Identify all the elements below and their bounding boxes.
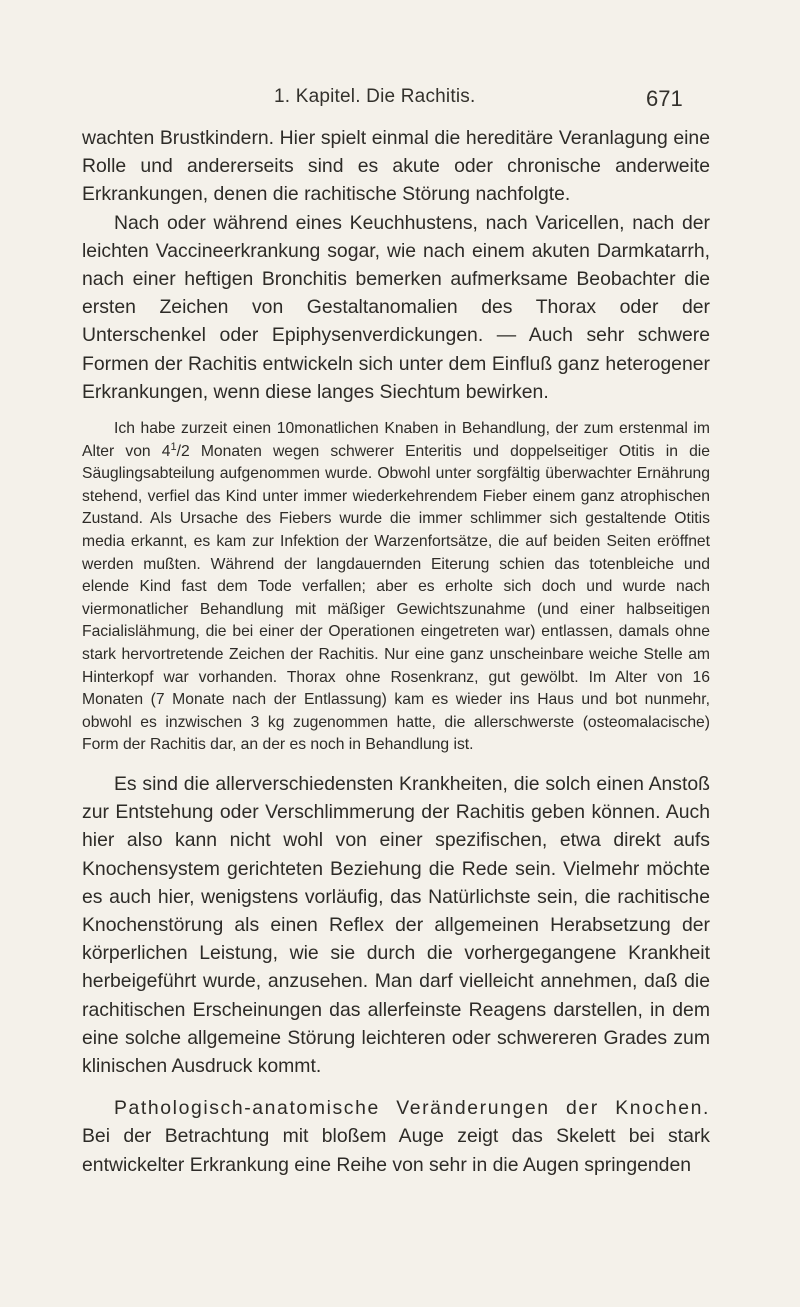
case-report-start: Ich habe zurzeit einen 10monatlichen Knaben in Behandlung, der zum erstenmal im Alter von 4 bbox=[82, 420, 710, 460]
case-report-rest: Monaten wegen schwerer Enteritis und doppelseitiger Otitis in die Säuglingsabteilung aufgenommen wurde. Obwohl unter sorgfältig überwachter Ernährung stehend, verfiel das Kind unter immer wiederkehrendem Fieber einem ganz atrophischen Zustand. Als Ursache des Fiebers wurde die immer schlimmer sich gestaltende Otitis media erkannt, es kam zur Infektion der Warzenfortsätze, die auf beiden Seiten eröffnet werden mußten. Während der langdauernden Eiterung schien das totenbleiche und elende Kind fast dem Tode verfallen; aber es erholte sich doch und wurde nach viermonatlicher Behandlung mit mäßiger Gewichtszunahme (und einer halbseitigen Facialislähmung, die bei einer der Operationen eingetreten war) entlassen, damals ohne stark hervortretende Zeichen der Rachitis. Nur eine ganz unscheinbare weiche Stelle am Hinterkopf war vorhanden. Thorax ohne Rosenkranz, gut gewölbt. Im Alter von 16 Monaten (7 Monate nach der Entlassung) kam es wieder ins Haus und bot nunmehr, obwohl es inzwischen 3 kg zugenommen hatte, die allerschwerste (osteomalacische) Form der Rachitis dar, an der es noch in Behandlung ist. bbox=[82, 442, 710, 754]
paragraph-various-diseases: Es sind die allerverschiedensten Krankheiten, die solch einen Anstoß zur Entstehung oder Verschlimmerung der Rachitis geben können. Auch hier also kann nicht wohl von einer spezifischen, etwa direkt aufs Knochensystem gerichteten Beziehung die Rede sein. Vielmehr möchte es auch hier, wenigstens vorläufig, das Natürlichste sein, die rachitische Knochenstörung als einen Reflex der allgemeinen Herabsetzung der körperlichen Leistung, wie sie durch die vorhergegangene Krankheit herbeigeführt wurde, anzusehen. Man darf vielleicht annehmen, daß die rachitischen Erscheinungen das allerfeinste Reagens darstellen, in dem eine solche allgemeine Störung leichteren oder schwereren Grades zum klinischen Ausdruck kommt. bbox=[82, 772, 710, 1077]
fraction-denominator: /2 bbox=[176, 442, 190, 460]
paragraph-pathology bbox=[82, 1094, 710, 1179]
section-heading: Pathologisch-anatomische Veränderungen der Knochen. bbox=[114, 1097, 710, 1120]
page-header bbox=[0, 86, 800, 120]
paragraph-diseases: Nach oder während eines Keuchhustens, nach Varicellen, nach der leichten Vaccineerkrankung sogar, wie nach einem akuten Darmkatarrh, nach einer heftigen Bronchitis bemerken aufmerksame Beobachter die ersten Zeichen von Gestaltanomalien des Thorax oder der Unterschenkel oder Epiphysenverdickungen. — Auch sehr schwere Formen der Rachitis entwickeln sich unter dem Einfluß ganz heterogener Erkrankungen, wenn diese langes Siechtum bewirken. bbox=[82, 211, 710, 403]
running-head: 1. Kapitel. Die Rachitis. bbox=[274, 86, 476, 107]
case-report-paragraph bbox=[82, 418, 710, 757]
page-number: 671 bbox=[646, 86, 683, 111]
body-text bbox=[82, 124, 710, 1179]
pathology-text: Bei der Betrachtung mit bloßem Auge zeigt das Skelett bei stark entwickelter Erkrankung eine Reihe von sehr in die Augen springenden bbox=[82, 1125, 710, 1176]
fraction-numerator: 1 bbox=[170, 440, 177, 453]
paragraph-continuation: wachten Brustkindern. Hier spielt einmal die hereditäre Veranlagung eine Rolle und andererseits sind es akute oder chronische anderweite Erkrankungen, denen die rachitische Störung nachfolgte. bbox=[82, 127, 710, 206]
